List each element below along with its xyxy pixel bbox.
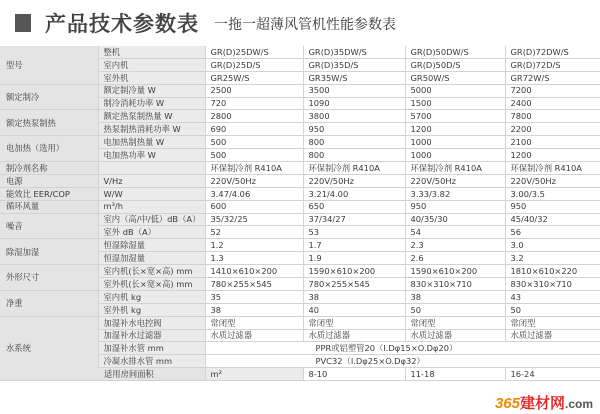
row-group-name: 水系统 — [0, 316, 98, 380]
value-cell: 50 — [505, 303, 600, 316]
value-cell: 1090 — [303, 97, 405, 110]
row-item-label: 室内机(长×宽×高) mm — [98, 265, 205, 278]
value-cell: 40 — [303, 303, 405, 316]
value-cell: 500 — [205, 149, 303, 162]
row-item-label: 冷凝水排水管 mm — [98, 355, 205, 368]
row-item-label: 室外机 — [98, 71, 205, 84]
row-group-name: 噪音 — [0, 213, 98, 239]
value-cell: 500 — [205, 136, 303, 149]
value-cell: 35 — [205, 290, 303, 303]
value-cell: 220V/50Hz — [405, 174, 505, 187]
value-cell: 3.0 — [505, 239, 600, 252]
value-cell: 50 — [405, 303, 505, 316]
value-cell: 220V/50Hz — [303, 174, 405, 187]
value-cell: 常闭型 — [303, 316, 405, 329]
value-cell: 38 — [303, 290, 405, 303]
value-cell: 800 — [303, 136, 405, 149]
value-cell: 1500 — [405, 97, 505, 110]
value-cell: 40/35/30 — [405, 213, 505, 226]
value-cell: GR(D)72D/S — [505, 58, 600, 71]
value-cell: GR(D)50D/S — [405, 58, 505, 71]
row-group-name: 型号 — [0, 46, 98, 84]
row-group-name: 净重 — [0, 290, 98, 316]
value-cell: 8-10 — [303, 368, 405, 381]
value-cell: 3.47/4.06 — [205, 187, 303, 200]
value-cell: 830×310×710 — [405, 278, 505, 291]
value-cell: 35/32/25 — [205, 213, 303, 226]
row-item-label: 室外机 kg — [98, 303, 205, 316]
value-cell: GR(D)25D/S — [205, 58, 303, 71]
row-item-label: 整机 — [98, 46, 205, 58]
value-cell: 常闭型 — [405, 316, 505, 329]
value-cell: 5700 — [405, 110, 505, 123]
table-row — [0, 136, 600, 149]
value-cell: 11-18 — [405, 368, 505, 381]
value-cell: 56 — [505, 226, 600, 239]
value-cell: 常闭型 — [505, 316, 600, 329]
value-cell: 环保制冷剂 R410A — [303, 162, 405, 175]
page-header — [0, 0, 600, 42]
row-item-label: 恒湿除湿量 — [98, 239, 205, 252]
row-item-label: 恒湿加湿量 — [98, 252, 205, 265]
value-cell: 1000 — [405, 136, 505, 149]
table-row — [0, 174, 600, 187]
spec-table-body — [0, 46, 600, 381]
value-cell: 220V/50Hz — [505, 174, 600, 187]
value-cell: 38 — [405, 290, 505, 303]
row-item-label — [98, 162, 205, 175]
value-cell: 2100 — [505, 136, 600, 149]
value-cell: 水质过滤器 — [205, 329, 303, 342]
row-item-label: 室内机 — [98, 58, 205, 71]
row-item-label: 额定热泵制热量 W — [98, 110, 205, 123]
row-group-name: 除湿加湿 — [0, 239, 98, 265]
row-item-label: 额定制冷量 W — [98, 84, 205, 97]
value-cell: 38 — [205, 303, 303, 316]
value-cell: 1200 — [405, 123, 505, 136]
row-item-label: 加湿补水管 mm — [98, 342, 205, 355]
value-cell: 1.7 — [303, 239, 405, 252]
value-cell: 690 — [205, 123, 303, 136]
row-group-name: 循环风量 — [0, 200, 98, 213]
row-group-name: 电源 — [0, 174, 98, 187]
row-item-label: 制冷消耗功率 W — [98, 97, 205, 110]
table-row — [0, 200, 600, 213]
value-cell: 52 — [205, 226, 303, 239]
row-item-label: 加湿补水电控阀 — [98, 316, 205, 329]
row-item-label: 室内（高/中/低）dB（A） — [98, 213, 205, 226]
value-cell: 5000 — [405, 84, 505, 97]
table-row — [0, 213, 600, 226]
table-row — [0, 187, 600, 200]
value-cell: GR50W/S — [405, 71, 505, 84]
row-item-label: 电加热制热量 W — [98, 136, 205, 149]
value-cell: 950 — [303, 123, 405, 136]
value-cell: 1.2 — [205, 239, 303, 252]
value-cell: 1590×610×200 — [303, 265, 405, 278]
watermark-text: 建材网 — [519, 395, 565, 412]
value-cell: 2200 — [505, 123, 600, 136]
value-cell: 水质过滤器 — [303, 329, 405, 342]
value-cell: 7200 — [505, 84, 600, 97]
value-cell: GR(D)35DW/S — [303, 46, 405, 58]
value-cell: 43 — [505, 290, 600, 303]
value-cell: GR35W/S — [303, 71, 405, 84]
row-item-label: 电加热功率 W — [98, 149, 205, 162]
row-item-label: m² — [205, 368, 303, 381]
table-row — [0, 316, 600, 329]
value-cell: 环保制冷剂 R410A — [205, 162, 303, 175]
value-cell: 2.6 — [405, 252, 505, 265]
merged-value-cell: PPR或铝塑管20（I.Dφ15×O.Dφ20） — [205, 342, 600, 355]
value-cell: 45/40/32 — [505, 213, 600, 226]
watermark-number: 365 — [494, 395, 520, 412]
value-cell: 1410×610×200 — [205, 265, 303, 278]
value-cell: GR(D)35D/S — [303, 58, 405, 71]
spec-table — [0, 46, 600, 381]
row-item-label: 室外机(长×宽×高) mm — [98, 278, 205, 291]
value-cell: 1000 — [405, 149, 505, 162]
row-group-name: 外形尺寸 — [0, 265, 98, 291]
value-cell: GR(D)72DW/S — [505, 46, 600, 58]
value-cell: 1590×610×200 — [405, 265, 505, 278]
value-cell: 环保制冷剂 R410A — [505, 162, 600, 175]
value-cell: GR25W/S — [205, 71, 303, 84]
value-cell: 1.9 — [303, 252, 405, 265]
value-cell: 3.2 — [505, 252, 600, 265]
value-cell: 220V/50Hz — [205, 174, 303, 187]
row-item-label: 加湿补水过滤器 — [98, 329, 205, 342]
row-item-label: 室内机 kg — [98, 290, 205, 303]
page-title: 产品技术参数表 — [45, 12, 199, 36]
table-row — [0, 46, 600, 58]
value-cell: 54 — [405, 226, 505, 239]
value-cell: 1200 — [505, 149, 600, 162]
table-row — [0, 290, 600, 303]
table-row — [0, 110, 600, 123]
value-cell: 53 — [303, 226, 405, 239]
value-cell: 650 — [303, 200, 405, 213]
value-cell: GR(D)25DW/S — [205, 46, 303, 58]
value-cell: 3800 — [303, 110, 405, 123]
value-cell: 830×310×710 — [505, 278, 600, 291]
value-cell: 7800 — [505, 110, 600, 123]
value-cell: 常闭型 — [205, 316, 303, 329]
value-cell: 800 — [303, 149, 405, 162]
value-cell: 16-24 — [505, 368, 600, 381]
row-group-name: 制冷剂名称 — [0, 162, 98, 175]
value-cell: 2800 — [205, 110, 303, 123]
row-item-label: W/W — [98, 187, 205, 200]
value-cell: GR72W/S — [505, 71, 600, 84]
value-cell: 3500 — [303, 84, 405, 97]
row-item-label: 热泵制热消耗功率 W — [98, 123, 205, 136]
value-cell: 37/34/27 — [303, 213, 405, 226]
table-row — [0, 162, 600, 175]
table-row — [0, 239, 600, 252]
row-group-name: 额定制冷 — [0, 84, 98, 110]
table-row — [0, 265, 600, 278]
row-item-label: m³/h — [98, 200, 205, 213]
value-cell: 2.3 — [405, 239, 505, 252]
title-marker-icon — [15, 14, 31, 32]
value-cell: 2400 — [505, 97, 600, 110]
row-group-name: 额定热泵制热 — [0, 110, 98, 136]
value-cell: 780×255×545 — [205, 278, 303, 291]
value-cell: 3.21/4.00 — [303, 187, 405, 200]
value-cell: 780×255×545 — [303, 278, 405, 291]
site-watermark — [492, 394, 596, 414]
value-cell: 1.3 — [205, 252, 303, 265]
value-cell: 环保制冷剂 R410A — [405, 162, 505, 175]
row-group-name: 能效比 EER/COP — [0, 187, 98, 200]
value-cell: 水质过滤器 — [505, 329, 600, 342]
watermark-domain: .com — [564, 397, 593, 411]
value-cell: 2500 — [205, 84, 303, 97]
row-item-label: V/Hz — [98, 174, 205, 187]
value-cell: 950 — [405, 200, 505, 213]
page-subtitle: 一拖一超薄风管机性能参数表 — [214, 17, 396, 33]
row-group-name: 电加热（选用） — [0, 136, 98, 162]
row-item-label: 室外 dB（A） — [98, 226, 205, 239]
merged-value-cell: PVC32（I.Dφ25×O.Dφ32） — [205, 355, 600, 368]
value-cell: 3.00/3.5 — [505, 187, 600, 200]
value-cell: GR(D)50DW/S — [405, 46, 505, 58]
value-cell: 水质过滤器 — [405, 329, 505, 342]
value-cell: 950 — [505, 200, 600, 213]
value-cell: 720 — [205, 97, 303, 110]
value-cell: 3.33/3.82 — [405, 187, 505, 200]
value-cell: 1810×610×220 — [505, 265, 600, 278]
value-cell: 600 — [205, 200, 303, 213]
row-group-name: 适用房间面积 — [98, 368, 205, 381]
table-row — [0, 84, 600, 97]
